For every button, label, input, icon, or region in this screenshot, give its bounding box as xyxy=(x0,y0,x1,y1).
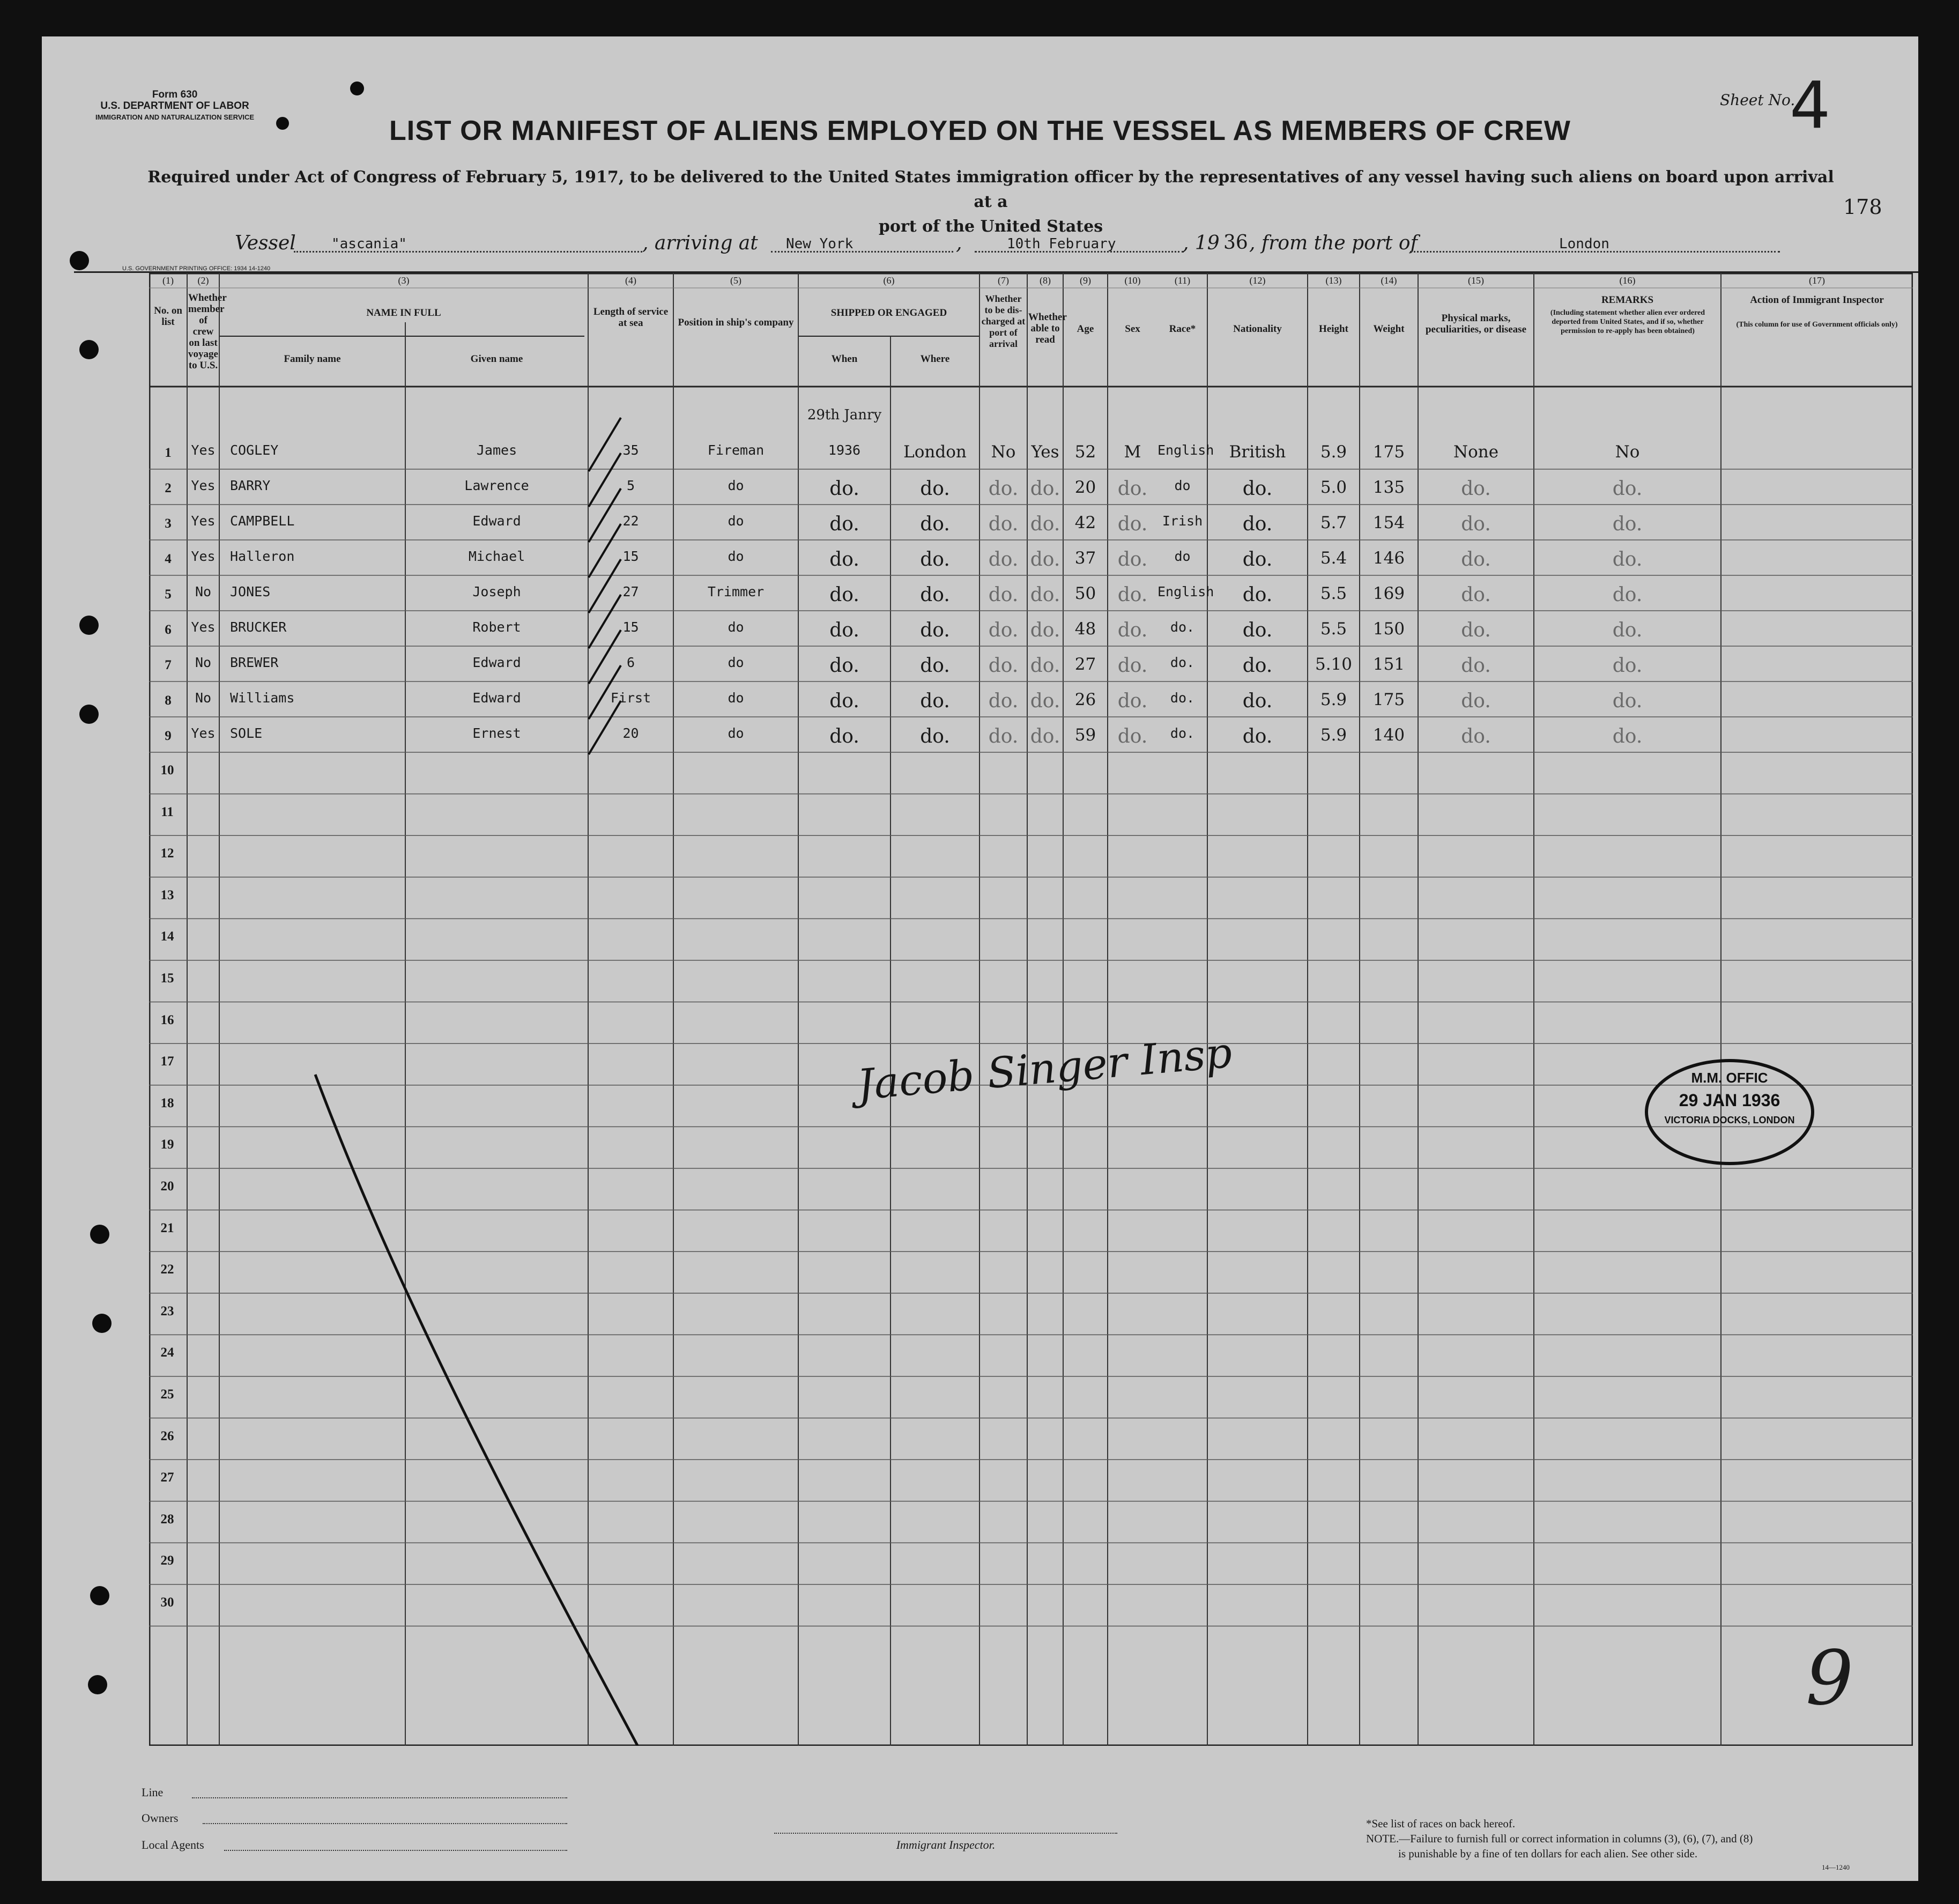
footer-note-penalty-2: is punishable by a fine of ten dollars for each alien. See other side. xyxy=(1398,1847,1698,1860)
cell-nationality: do. xyxy=(1242,619,1273,641)
cell-remarks: do. xyxy=(1612,478,1643,500)
cell-when: do. xyxy=(829,725,859,747)
cell-given: Edward xyxy=(472,655,521,670)
table-row xyxy=(149,681,1913,717)
cell-position: Trimmer xyxy=(707,584,765,599)
cell-discharged: do. xyxy=(988,549,1019,571)
cell-height: 5.7 xyxy=(1320,513,1347,532)
cell-read: do. xyxy=(1030,725,1060,747)
cell-no: 6 xyxy=(165,623,172,637)
header-remarks: REMARKS xyxy=(1601,294,1654,306)
row-number: 15 xyxy=(160,971,174,986)
cell-family: Halleron xyxy=(230,549,295,564)
cell-physical: do. xyxy=(1461,725,1491,747)
punch-hole xyxy=(70,251,89,270)
cell-sex: do. xyxy=(1117,478,1148,500)
header-height: Height xyxy=(1319,323,1348,335)
cell-race: do xyxy=(1174,549,1191,564)
cell-discharged: do. xyxy=(988,619,1019,641)
cell-no: 4 xyxy=(165,552,172,566)
cell-no: 8 xyxy=(165,693,172,708)
cell-age: 26 xyxy=(1074,690,1096,709)
cell-race: do xyxy=(1174,478,1191,493)
punch-hole xyxy=(88,1675,107,1694)
cell-physical: do. xyxy=(1461,513,1491,535)
cell-remarks: do. xyxy=(1612,725,1643,747)
cell-remarks: do. xyxy=(1612,513,1643,535)
footer-note-penalty: NOTE.—Failure to furnish full or correct information in columns (3), (6), (7), and (8) xyxy=(1366,1832,1753,1845)
stamp-date: 29 JAN 1936 xyxy=(1679,1091,1780,1110)
cell-where: do. xyxy=(920,690,950,712)
cell-sex: do. xyxy=(1117,655,1148,677)
header-race: Race* xyxy=(1169,323,1196,335)
footer-inspector-label: Immigrant Inspector. xyxy=(896,1838,996,1851)
cell-read: do. xyxy=(1030,619,1060,641)
cell-where: do. xyxy=(920,549,950,571)
punch-hole xyxy=(79,340,99,359)
cell-sex: do. xyxy=(1117,619,1148,641)
cell-family: Williams xyxy=(230,690,295,706)
row-number: 30 xyxy=(160,1595,174,1610)
cell-when: do. xyxy=(829,584,859,606)
row-number: 26 xyxy=(160,1428,174,1443)
cell-given: Edward xyxy=(472,513,521,529)
sheet-number: 4 xyxy=(1790,69,1831,143)
col-num-8: (8) xyxy=(1040,275,1051,286)
header-family-name: Family name xyxy=(284,353,341,365)
cell-family: BREWER xyxy=(230,655,279,670)
row-number: 21 xyxy=(160,1220,174,1235)
header-physical-marks: Physical marks, peculiarities, or disease xyxy=(1425,313,1527,335)
cell-given: Ernest xyxy=(472,725,521,741)
cell-position: do xyxy=(728,513,744,529)
cell-discharged: do. xyxy=(988,584,1019,606)
cell-weight: 150 xyxy=(1372,619,1405,639)
cell-height: 5.9 xyxy=(1320,725,1347,745)
cell-read: do. xyxy=(1030,584,1060,606)
cell-family: BARRY xyxy=(230,478,271,493)
cell-read: do. xyxy=(1030,513,1060,535)
cell-position: do xyxy=(728,619,744,635)
cell-weight: 169 xyxy=(1372,584,1405,603)
row-number: 17 xyxy=(160,1054,174,1069)
vessel-name: "ascania" xyxy=(331,236,407,252)
cell-given: James xyxy=(476,442,517,458)
row-number: 24 xyxy=(160,1345,174,1360)
header-position: Position in ship's company xyxy=(678,317,794,328)
col-num-9: (9) xyxy=(1080,275,1091,286)
row-number: 29 xyxy=(160,1553,174,1568)
header-sex: Sex xyxy=(1125,323,1140,335)
punch-hole xyxy=(92,1314,112,1333)
cell-member: Yes xyxy=(191,549,216,564)
cell-no: 9 xyxy=(165,729,172,743)
cell-no: 2 xyxy=(165,481,172,495)
cell-read: do. xyxy=(1030,690,1060,712)
cell-length: 35 xyxy=(622,442,639,458)
cell-physical: do. xyxy=(1461,584,1491,606)
arrival-day: 10th February xyxy=(1007,236,1116,252)
cell-length: 15 xyxy=(622,549,639,564)
cell-remarks: do. xyxy=(1612,584,1643,606)
row-number: 16 xyxy=(160,1012,174,1027)
table-row xyxy=(149,646,1913,681)
cell-race: do. xyxy=(1170,619,1195,635)
page-mark: 9 xyxy=(1806,1635,1854,1722)
cell-given: Lawrence xyxy=(464,478,529,493)
cell-read: do. xyxy=(1030,478,1060,500)
year-suffix: 36 xyxy=(1223,232,1248,254)
cell-no: 1 xyxy=(165,446,172,460)
cell-height: 5.4 xyxy=(1320,549,1347,568)
punch-hole xyxy=(350,82,364,95)
from-port: London xyxy=(1559,236,1609,252)
cell-when: do. xyxy=(829,513,859,535)
table-row xyxy=(149,540,1913,575)
cell-position: do xyxy=(728,690,744,706)
cell-family: CAMPBELL xyxy=(230,513,295,529)
cell-when: do. xyxy=(829,478,859,500)
header-where: Where xyxy=(920,353,950,365)
page-title: LIST OR MANIFEST OF ALIENS EMPLOYED ON THE VESSEL AS MEMBERS OF CREW xyxy=(389,115,1571,146)
row-number: 19 xyxy=(160,1137,174,1152)
cell-age: 52 xyxy=(1074,442,1096,462)
header-given-name: Given name xyxy=(470,353,523,365)
comma: , xyxy=(956,232,962,254)
cell-nationality: do. xyxy=(1242,725,1273,747)
cell-length: 6 xyxy=(626,655,635,670)
cell-discharged: do. xyxy=(988,690,1019,712)
cell-family: JONES xyxy=(230,584,271,599)
cell-when: do. xyxy=(829,619,859,641)
cell-remarks: No xyxy=(1615,442,1640,462)
col-num-6: (6) xyxy=(883,275,895,286)
year-prefix: , 19 xyxy=(1183,232,1220,254)
cell-position: do xyxy=(728,478,744,493)
row-number: 12 xyxy=(160,846,174,861)
cell-length: 15 xyxy=(622,619,639,635)
cell-sex: do. xyxy=(1117,725,1148,747)
col-num-2: (2) xyxy=(197,275,209,286)
cell-position: Fireman xyxy=(707,442,765,458)
cell-where: do. xyxy=(920,478,950,500)
cell-nationality: British xyxy=(1229,442,1286,462)
cell-nationality: do. xyxy=(1242,549,1273,571)
row-number: 13 xyxy=(160,887,174,902)
footer-line-label: Line xyxy=(142,1786,164,1799)
cell-discharged: do. xyxy=(988,478,1019,500)
row-number: 23 xyxy=(160,1303,174,1318)
footer-owners-label: Owners xyxy=(142,1811,179,1825)
cell-member: No xyxy=(195,690,212,706)
table-row xyxy=(149,717,1913,752)
cell-member: Yes xyxy=(191,442,216,458)
row-number: 14 xyxy=(160,929,174,944)
col-num-3: (3) xyxy=(398,275,410,286)
cell-given: Robert xyxy=(472,619,521,635)
table-row xyxy=(149,611,1913,646)
cell-sex: M xyxy=(1124,442,1141,462)
row-number: 27 xyxy=(160,1470,174,1485)
cell-weight: 140 xyxy=(1372,725,1405,745)
cell-weight: 175 xyxy=(1372,442,1405,462)
col-num-11: (11) xyxy=(1174,275,1191,286)
cell-age: 59 xyxy=(1074,725,1096,745)
cell-where: do. xyxy=(920,725,950,747)
cell-discharged: do. xyxy=(988,655,1019,677)
cell-position: do xyxy=(728,725,744,741)
table-row xyxy=(149,505,1913,540)
cell-height: 5.9 xyxy=(1320,690,1347,709)
cell-physical: do. xyxy=(1461,619,1491,641)
cell-family: SOLE xyxy=(230,725,263,741)
cell-length: 27 xyxy=(622,584,639,599)
col-num-1: (1) xyxy=(162,275,174,286)
cell-race: Irish xyxy=(1162,513,1203,529)
cell-position: do xyxy=(728,655,744,670)
cell-race: do. xyxy=(1170,690,1195,706)
cell-sex: do. xyxy=(1117,584,1148,606)
arriving-label: , arriving at xyxy=(642,232,758,254)
punch-hole xyxy=(90,1225,109,1244)
cell-race: English xyxy=(1157,584,1214,599)
from-label: , from the port of xyxy=(1249,232,1418,254)
stamp-location: VICTORIA DOCKS, LONDON xyxy=(1664,1115,1795,1125)
cell-length: First xyxy=(610,690,651,706)
subtitle-line-1: Required under Act of Congress of February 5, 1917, to be delivered to the United States immigration officer by the representatives of any vessel having such aliens on board upon arrival at a xyxy=(147,168,1834,211)
cell-length: 20 xyxy=(622,725,639,741)
cell-race: English xyxy=(1157,442,1214,458)
table-row xyxy=(149,434,1913,469)
footer-agents-label: Local Agents xyxy=(142,1838,204,1851)
service-name: IMMIGRATION AND NATURALIZATION SERVICE xyxy=(95,113,255,121)
row-number: 25 xyxy=(160,1387,174,1402)
cell-age: 50 xyxy=(1074,584,1096,603)
cell-no: 7 xyxy=(165,658,172,672)
vessel-label: Vessel xyxy=(235,232,296,254)
cell-read: do. xyxy=(1030,655,1060,677)
col-num-17: (17) xyxy=(1809,275,1825,286)
col-num-13: (13) xyxy=(1325,275,1342,286)
print-office: U.S. GOVERNMENT PRINTING OFFICE: 1934 14-1240 xyxy=(122,265,271,272)
subtitle-line-2: port of the United States xyxy=(878,217,1103,236)
cell-member: Yes xyxy=(191,619,216,635)
stamp-office: M.M. OFFIC xyxy=(1691,1070,1768,1086)
cell-nationality: do. xyxy=(1242,655,1273,677)
cell-family: BRUCKER xyxy=(230,619,287,635)
cell-remarks: do. xyxy=(1612,655,1643,677)
cell-sex: do. xyxy=(1117,549,1148,571)
cell-member: No xyxy=(195,655,212,670)
table-row xyxy=(149,469,1913,505)
header-able-to-read: Whether able to read xyxy=(1028,312,1067,345)
cell-weight: 151 xyxy=(1372,655,1405,674)
cell-race: do. xyxy=(1170,725,1195,741)
col-num-14: (14) xyxy=(1381,275,1397,286)
cell-member: Yes xyxy=(191,478,216,493)
cell-discharged: No xyxy=(991,442,1016,462)
subtitle xyxy=(138,165,1843,239)
footer-note-races: *See list of races on back hereof. xyxy=(1366,1817,1516,1830)
cell-age: 20 xyxy=(1074,478,1096,497)
office-stamp xyxy=(1645,1059,1814,1165)
punch-hole xyxy=(79,705,99,724)
punch-hole xyxy=(79,616,99,635)
cell-no: 3 xyxy=(165,516,172,531)
col-num-16: (16) xyxy=(1619,275,1636,286)
col-num-15: (15) xyxy=(1468,275,1484,286)
cell-sex: do. xyxy=(1117,690,1148,712)
header-remarks-note: (Including statement whether alien ever ordered deported from United States, and if so, whether permission to re-apply has been obtained) xyxy=(1550,309,1705,335)
cell-when: do. xyxy=(829,690,859,712)
cell-given: Joseph xyxy=(472,584,521,599)
cell-height: 5.0 xyxy=(1320,478,1347,497)
cell-length: 22 xyxy=(622,513,639,529)
cell-member: Yes xyxy=(191,513,216,529)
cell-physical: do. xyxy=(1461,690,1491,712)
row-number: 22 xyxy=(160,1262,174,1277)
when-header-date: 29th Janry xyxy=(807,407,882,423)
arriving-port: New York xyxy=(786,236,854,252)
col-num-7: (7) xyxy=(998,275,1009,286)
cell-height: 5.5 xyxy=(1320,619,1347,639)
row-number: 18 xyxy=(160,1095,174,1110)
cell-height: 5.10 xyxy=(1315,655,1353,674)
cell-age: 48 xyxy=(1074,619,1096,639)
cell-where: do. xyxy=(920,513,950,535)
header-when: When xyxy=(831,353,858,365)
cell-discharged: do. xyxy=(988,725,1019,747)
table-row xyxy=(149,575,1913,611)
col-num-4: (4) xyxy=(625,275,636,286)
cell-nationality: do. xyxy=(1242,478,1273,500)
cell-physical: do. xyxy=(1461,549,1491,571)
header-shipped-or-engaged: SHIPPED OR ENGAGED xyxy=(830,307,947,318)
cell-where: London xyxy=(903,442,967,462)
cell-no: 5 xyxy=(165,587,172,602)
sheet-label: Sheet No. xyxy=(1720,91,1795,109)
cell-read: Yes xyxy=(1031,442,1059,462)
col-num-5: (5) xyxy=(730,275,741,286)
header-discharged: Whether to be dis-charged at port of arrival xyxy=(981,293,1026,349)
cell-family: COGLEY xyxy=(230,442,279,458)
manifest-sheet xyxy=(42,36,1918,1881)
col-num-12: (12) xyxy=(1249,275,1266,286)
cell-nationality: do. xyxy=(1242,513,1273,535)
cell-read: do. xyxy=(1030,549,1060,571)
header-no-on-list: No. on list xyxy=(154,305,182,328)
header-weight: Weight xyxy=(1373,323,1405,335)
header-age: Age xyxy=(1077,323,1094,335)
cell-nationality: do. xyxy=(1242,690,1273,712)
cell-given: Edward xyxy=(472,690,521,706)
row-number: 28 xyxy=(160,1512,174,1527)
department-name: U.S. DEPARTMENT OF LABOR xyxy=(100,100,249,112)
cell-when: do. xyxy=(829,655,859,677)
cell-member: Yes xyxy=(191,725,216,741)
cell-position: do xyxy=(728,549,744,564)
footer-form-code: 14—1240 xyxy=(1822,1863,1850,1871)
cell-where: do. xyxy=(920,619,950,641)
cell-when: 1936 xyxy=(828,442,861,458)
cell-sex: do. xyxy=(1117,513,1148,535)
cell-weight: 146 xyxy=(1372,549,1405,568)
cell-remarks: do. xyxy=(1612,690,1643,712)
crew-table xyxy=(149,273,1913,1746)
corner-number: 178 xyxy=(1843,195,1882,219)
cell-weight: 154 xyxy=(1372,513,1405,532)
cell-physical: do. xyxy=(1461,478,1491,500)
cell-age: 37 xyxy=(1074,549,1096,568)
cell-remarks: do. xyxy=(1612,549,1643,571)
cell-member: No xyxy=(195,584,212,599)
cell-height: 5.9 xyxy=(1320,442,1347,462)
header-name-in-full: NAME IN FULL xyxy=(366,307,441,318)
cell-nationality: do. xyxy=(1242,584,1273,606)
header-length-of-service: Length of service at sea xyxy=(593,306,669,329)
cell-age: 27 xyxy=(1074,655,1096,674)
form-number: Form 630 xyxy=(152,89,198,100)
cell-length: 5 xyxy=(626,478,635,493)
cell-remarks: do. xyxy=(1612,619,1643,641)
header-action-note: (This column for use of Government officials only) xyxy=(1736,321,1898,329)
punch-hole xyxy=(90,1586,109,1605)
header-action: Action of Immigrant Inspector xyxy=(1750,294,1884,306)
cell-weight: 135 xyxy=(1372,478,1405,497)
cell-race: do. xyxy=(1170,655,1195,670)
header-nationality: Nationality xyxy=(1233,323,1282,335)
cell-weight: 175 xyxy=(1372,690,1405,709)
cell-where: do. xyxy=(920,655,950,677)
row-number: 10 xyxy=(160,763,174,777)
cell-age: 42 xyxy=(1074,513,1096,532)
row-number: 11 xyxy=(161,804,174,819)
cell-when: do. xyxy=(829,549,859,571)
cell-where: do. xyxy=(920,584,950,606)
inspector-signature: Jacob Singer Insp xyxy=(855,1028,1234,1110)
col-num-10: (10) xyxy=(1124,275,1141,286)
cell-height: 5.5 xyxy=(1320,584,1347,603)
cell-physical: do. xyxy=(1461,655,1491,677)
row-number: 20 xyxy=(160,1179,174,1194)
cell-given: Michael xyxy=(468,549,525,564)
cell-physical: None xyxy=(1453,442,1499,462)
cell-discharged: do. xyxy=(988,513,1019,535)
header-member-last-voyage: Whether member of crew on last voyage to U.S. xyxy=(188,292,227,371)
